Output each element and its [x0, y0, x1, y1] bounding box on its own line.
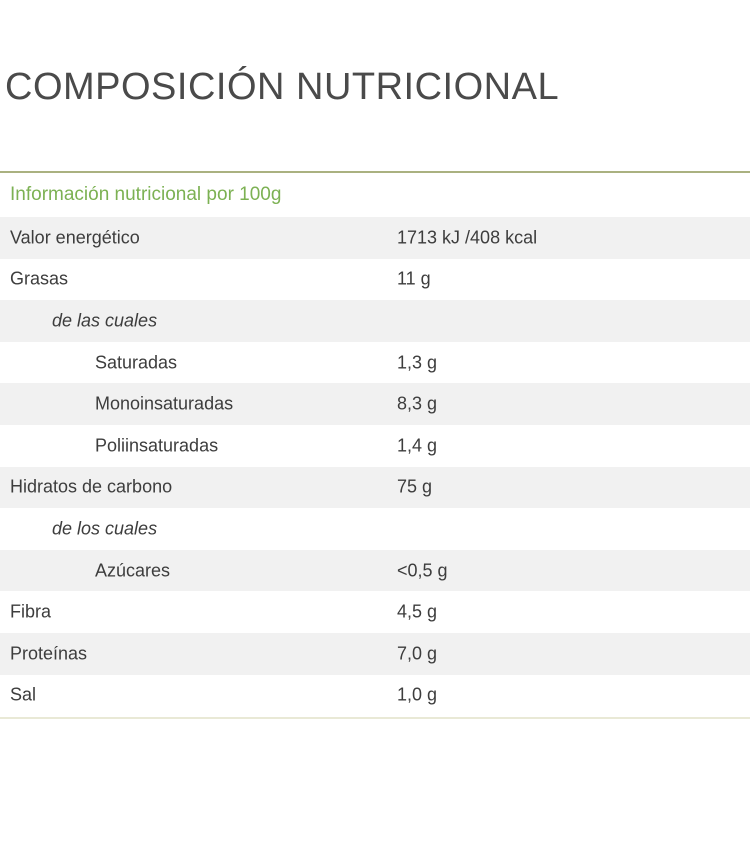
nutrient-value: 75 g: [397, 476, 433, 497]
table-caption: Información nutricional por 100g: [10, 184, 282, 205]
table-row: [0, 591, 750, 633]
nutrient-group-label: de los cuales: [52, 518, 158, 539]
table-top-divider: [0, 171, 750, 173]
nutrient-value: <0,5 g: [397, 560, 448, 581]
table-row: [0, 467, 750, 509]
nutrient-value: 8,3 g: [397, 393, 438, 414]
table-row: [0, 217, 750, 259]
nutrient-label: Poliinsaturadas: [95, 435, 219, 456]
nutrient-value: 4,5 g: [397, 601, 438, 622]
table-bottom-divider: [0, 717, 750, 719]
nutrient-value: 11 g: [397, 268, 431, 289]
nutrient-label: Monoinsaturadas: [95, 393, 234, 414]
nutrient-label: Saturadas: [95, 352, 178, 373]
nutrient-value: 1,4 g: [397, 435, 438, 456]
table-row: [0, 550, 750, 592]
nutrient-label: Fibra: [10, 601, 52, 622]
nutrient-group-label: de las cuales: [52, 310, 158, 331]
nutrient-value: 1,3 g: [397, 352, 438, 373]
nutrient-label: Sal: [10, 684, 37, 705]
table-row: [0, 633, 750, 675]
nutrition-table: [0, 217, 750, 716]
nutrient-label: Proteínas: [10, 643, 88, 664]
nutrient-value: 1713 kJ /408 kcal: [397, 227, 538, 248]
table-row: [0, 259, 750, 301]
table-row: [0, 675, 750, 717]
nutrient-value: 1,0 g: [397, 684, 438, 705]
table-row: [0, 383, 750, 425]
table-row: [0, 300, 750, 342]
table-row: [0, 342, 750, 384]
nutrient-value: 7,0 g: [397, 643, 438, 664]
nutrient-label: Hidratos de carbono: [10, 476, 173, 497]
table-row: [0, 425, 750, 467]
nutrient-label: Azúcares: [95, 560, 171, 581]
table-row: [0, 508, 750, 550]
nutrient-label: Grasas: [10, 268, 69, 289]
nutrient-label: Valor energético: [10, 227, 140, 248]
page-title: COMPOSICIÓN NUTRICIONAL: [5, 66, 560, 108]
